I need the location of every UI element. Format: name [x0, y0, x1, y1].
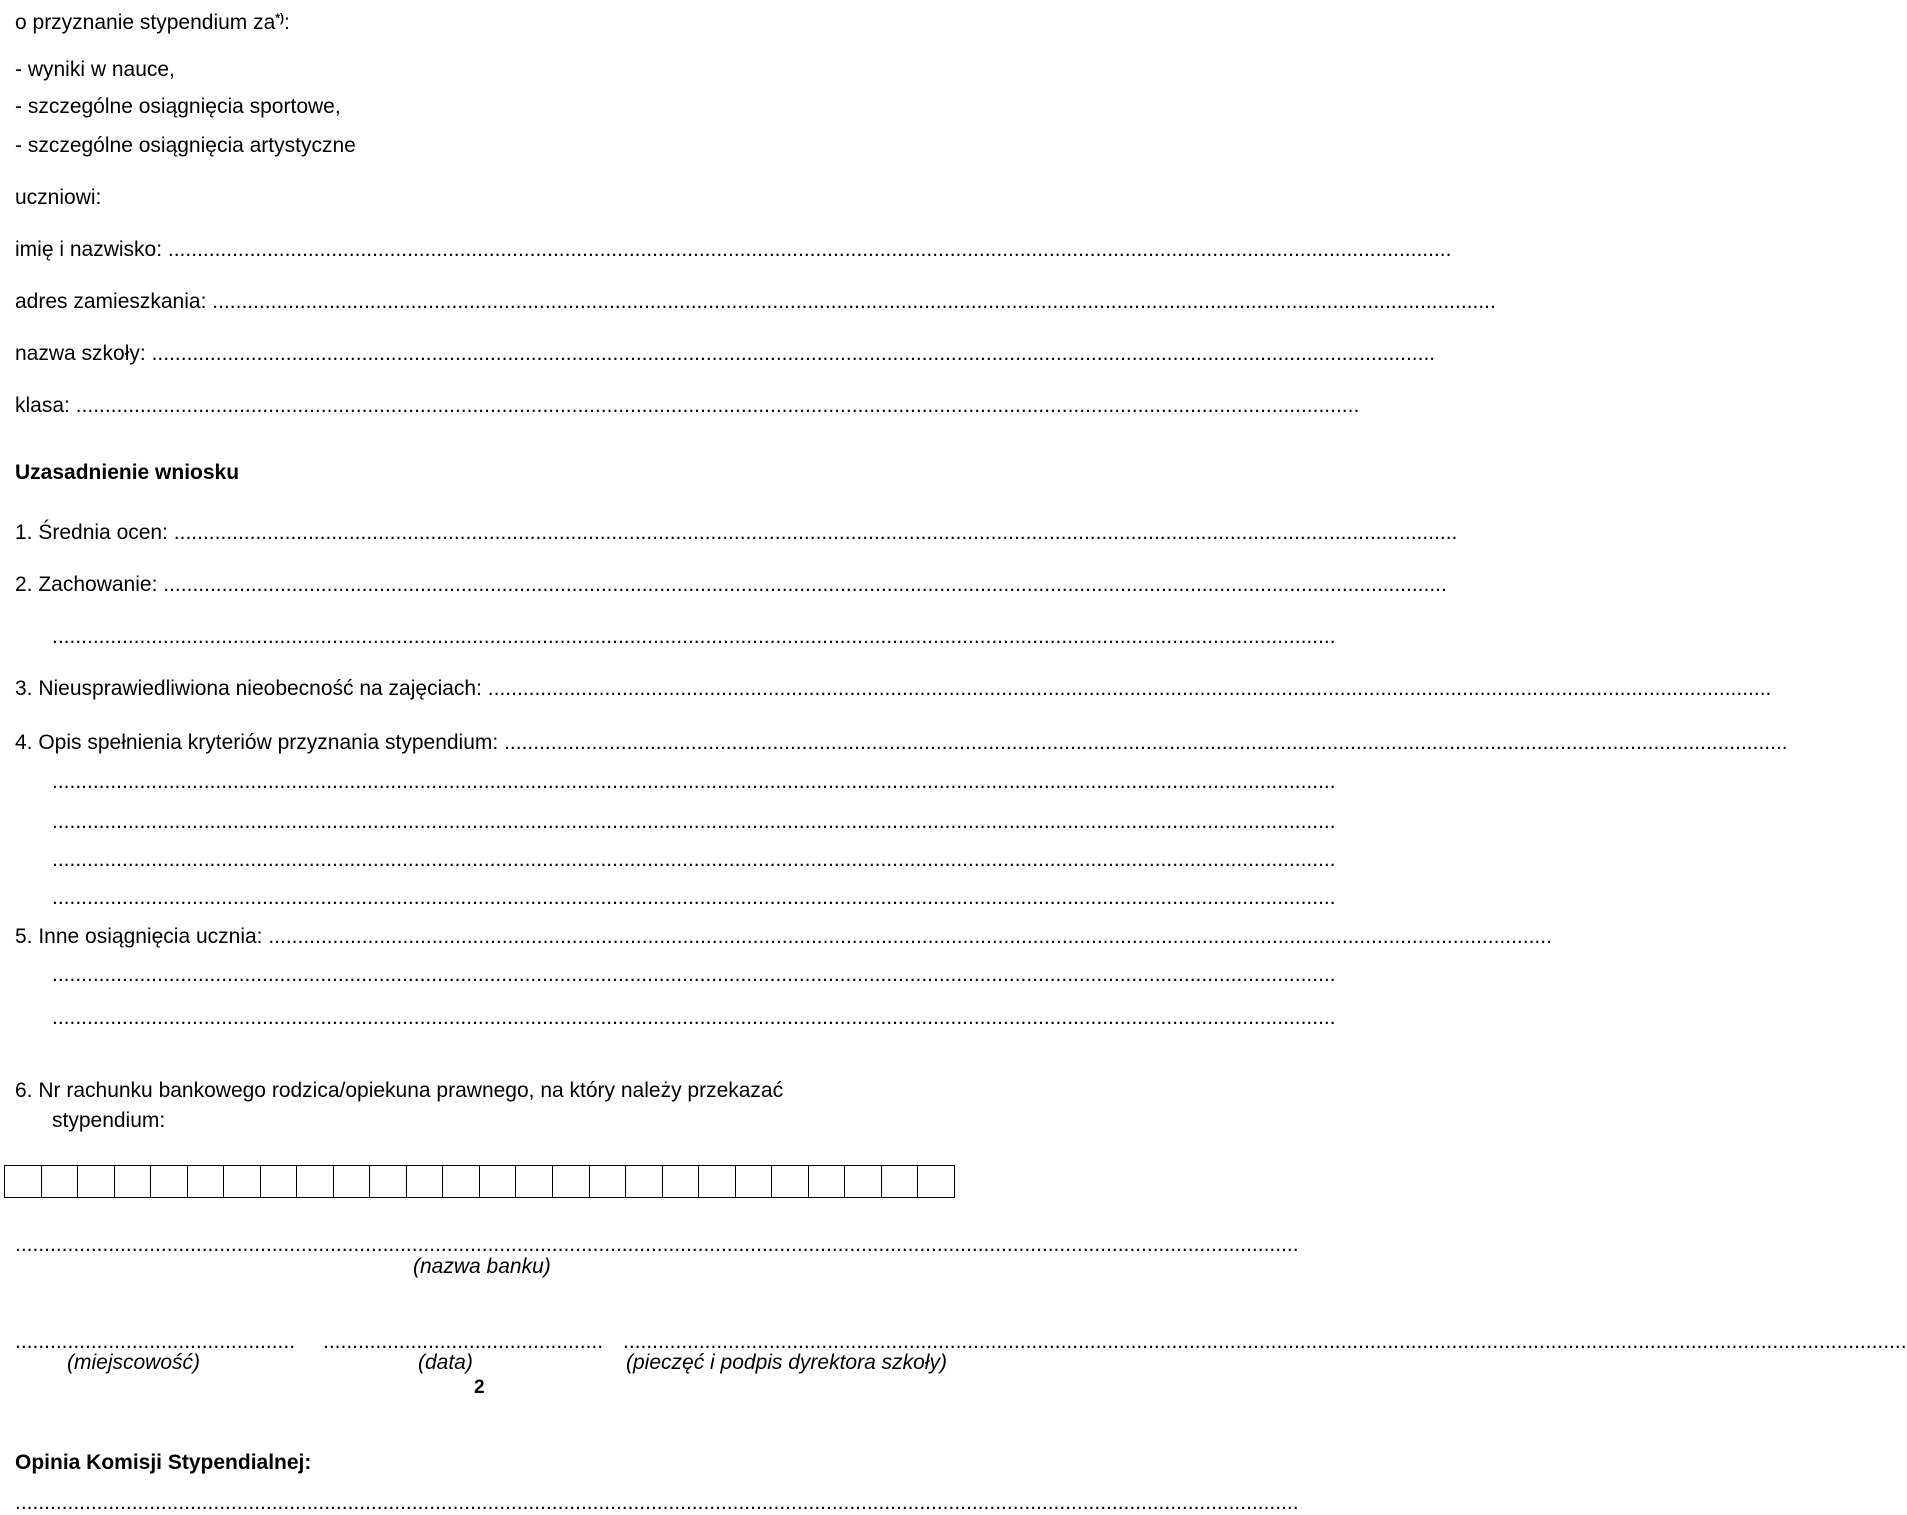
- account-digit-box[interactable]: [42, 1166, 79, 1197]
- item-account-line2: stypendium:: [52, 1109, 166, 1132]
- account-digit-box[interactable]: [151, 1166, 188, 1197]
- account-digit-box[interactable]: [370, 1166, 407, 1197]
- account-digit-box[interactable]: [115, 1166, 152, 1197]
- field-address: [15, 290, 1496, 314]
- item-other-dots: ............................................................................................................................................................................................................................: [268, 925, 1552, 948]
- opinion-heading: Opinia Komisji Stypendialnej:: [15, 1451, 312, 1474]
- item-criteria-dots-5: ............................................................................................................................................................................................................................: [52, 886, 1336, 909]
- field-name-label: imię i nazwisko:: [15, 238, 168, 261]
- bank-name-dots: ............................................................................................................................................................................................................................: [15, 1233, 1299, 1256]
- account-number-boxes: [4, 1165, 955, 1198]
- place-dots: ................................................: [15, 1330, 296, 1353]
- item-average: [15, 521, 1458, 545]
- account-digit-box[interactable]: [845, 1166, 882, 1197]
- account-digit-box[interactable]: [188, 1166, 225, 1197]
- item-average-dots: ............................................................................................................................................................................................................................: [173, 521, 1458, 544]
- item-criteria-dots-3: ............................................................................................................................................................................................................................: [52, 810, 1336, 833]
- account-digit-box[interactable]: [334, 1166, 371, 1197]
- field-class-dots: ............................................................................................................................................................................................................................: [75, 394, 1360, 417]
- account-digit-box[interactable]: [699, 1166, 736, 1197]
- item-criteria: [15, 731, 1788, 755]
- account-digit-box[interactable]: [736, 1166, 773, 1197]
- item-criteria-dots-2: ............................................................................................................................................................................................................................: [52, 770, 1336, 793]
- account-digit-box[interactable]: [78, 1166, 115, 1197]
- item-other: [15, 925, 1552, 949]
- footnote-mark: *): [275, 11, 284, 25]
- field-school-dots: ............................................................................................................................................................................................................................: [151, 342, 1436, 365]
- item-other-dots-2: ............................................................................................................................................................................................................................: [52, 963, 1336, 986]
- account-digit-box[interactable]: [407, 1166, 444, 1197]
- account-digit-box[interactable]: [553, 1166, 590, 1197]
- reason-sports: - szczególne osiągnięcia sportowe,: [15, 95, 341, 118]
- item-criteria-dots: ............................................................................................................................................................................................................................: [504, 731, 1788, 754]
- field-class-label: klasa:: [15, 394, 76, 417]
- field-address-label: adres zamieszkania:: [15, 290, 213, 313]
- account-digit-box[interactable]: [224, 1166, 261, 1197]
- item-other-dots-3: ............................................................................................................................................................................................................................: [52, 1006, 1336, 1029]
- field-school: [15, 342, 1436, 366]
- account-digit-box[interactable]: [5, 1166, 42, 1197]
- field-class: [15, 394, 1360, 418]
- field-school-label: nazwa szkoły:: [15, 342, 152, 365]
- item-behaviour-dots: ............................................................................................................................................................................................................................: [163, 573, 1447, 596]
- item-average-label: 1. Średnia ocen:: [15, 521, 174, 544]
- account-digit-box[interactable]: [516, 1166, 553, 1197]
- item-absence-dots: ............................................................................................................................................................................................................................: [487, 677, 1772, 700]
- page-number: 2: [474, 1377, 485, 1398]
- account-digit-box[interactable]: [297, 1166, 334, 1197]
- item-account-line1: 6. Nr rachunku bankowego rodzica/opiekuna prawnego, na który należy przekazać: [15, 1079, 784, 1102]
- stamp-dots: ............................................................................................................................................................................................................................: [623, 1330, 1907, 1353]
- title-tail: :: [283, 11, 290, 34]
- title-text: o przyznanie stypendium za: [15, 11, 276, 34]
- account-digit-box[interactable]: [480, 1166, 517, 1197]
- account-digit-box[interactable]: [626, 1166, 663, 1197]
- item-other-label: 5. Inne osiągnięcia ucznia:: [15, 925, 269, 948]
- item-behaviour-dots-2: ............................................................................................................................................................................................................................: [52, 625, 1336, 648]
- account-digit-box[interactable]: [663, 1166, 700, 1197]
- item-criteria-dots-4: ............................................................................................................................................................................................................................: [52, 848, 1336, 871]
- justification-heading: Uzasadnienie wniosku: [15, 461, 240, 484]
- bank-name-caption: (nazwa banku): [413, 1255, 551, 1278]
- place-caption: (miejscowość): [67, 1351, 201, 1374]
- account-digit-box[interactable]: [590, 1166, 627, 1197]
- item-behaviour: [15, 573, 1447, 597]
- date-dots: ................................................: [323, 1330, 604, 1353]
- item-absence-label: 3. Nieusprawiedliwiona nieobecność na zajęciach:: [15, 677, 488, 700]
- item-absence: [15, 677, 1772, 701]
- account-digit-box[interactable]: [882, 1166, 919, 1197]
- stamp-caption: (pieczęć i podpis dyrektora szkoły): [626, 1351, 947, 1374]
- student-intro: uczniowi:: [15, 186, 102, 209]
- account-digit-box[interactable]: [261, 1166, 298, 1197]
- date-caption: (data): [418, 1351, 473, 1374]
- account-digit-box[interactable]: [809, 1166, 846, 1197]
- account-digit-box[interactable]: [443, 1166, 480, 1197]
- account-digit-box[interactable]: [772, 1166, 809, 1197]
- field-name: [15, 238, 1452, 262]
- opinion-dots: ............................................................................................................................................................................................................................: [15, 1491, 1299, 1514]
- field-address-dots: ............................................................................................................................................................................................................................: [212, 290, 1496, 313]
- document-title: [15, 6, 290, 35]
- account-digit-box[interactable]: [918, 1166, 954, 1197]
- reason-arts: - szczególne osiągnięcia artystyczne: [15, 134, 356, 157]
- field-name-dots: ............................................................................................................................................................................................................................: [167, 238, 1452, 261]
- item-behaviour-label: 2. Zachowanie:: [15, 573, 164, 596]
- reason-grades: - wyniki w nauce,: [15, 58, 175, 81]
- item-criteria-label: 4. Opis spełnienia kryteriów przyznania stypendium:: [15, 731, 505, 754]
